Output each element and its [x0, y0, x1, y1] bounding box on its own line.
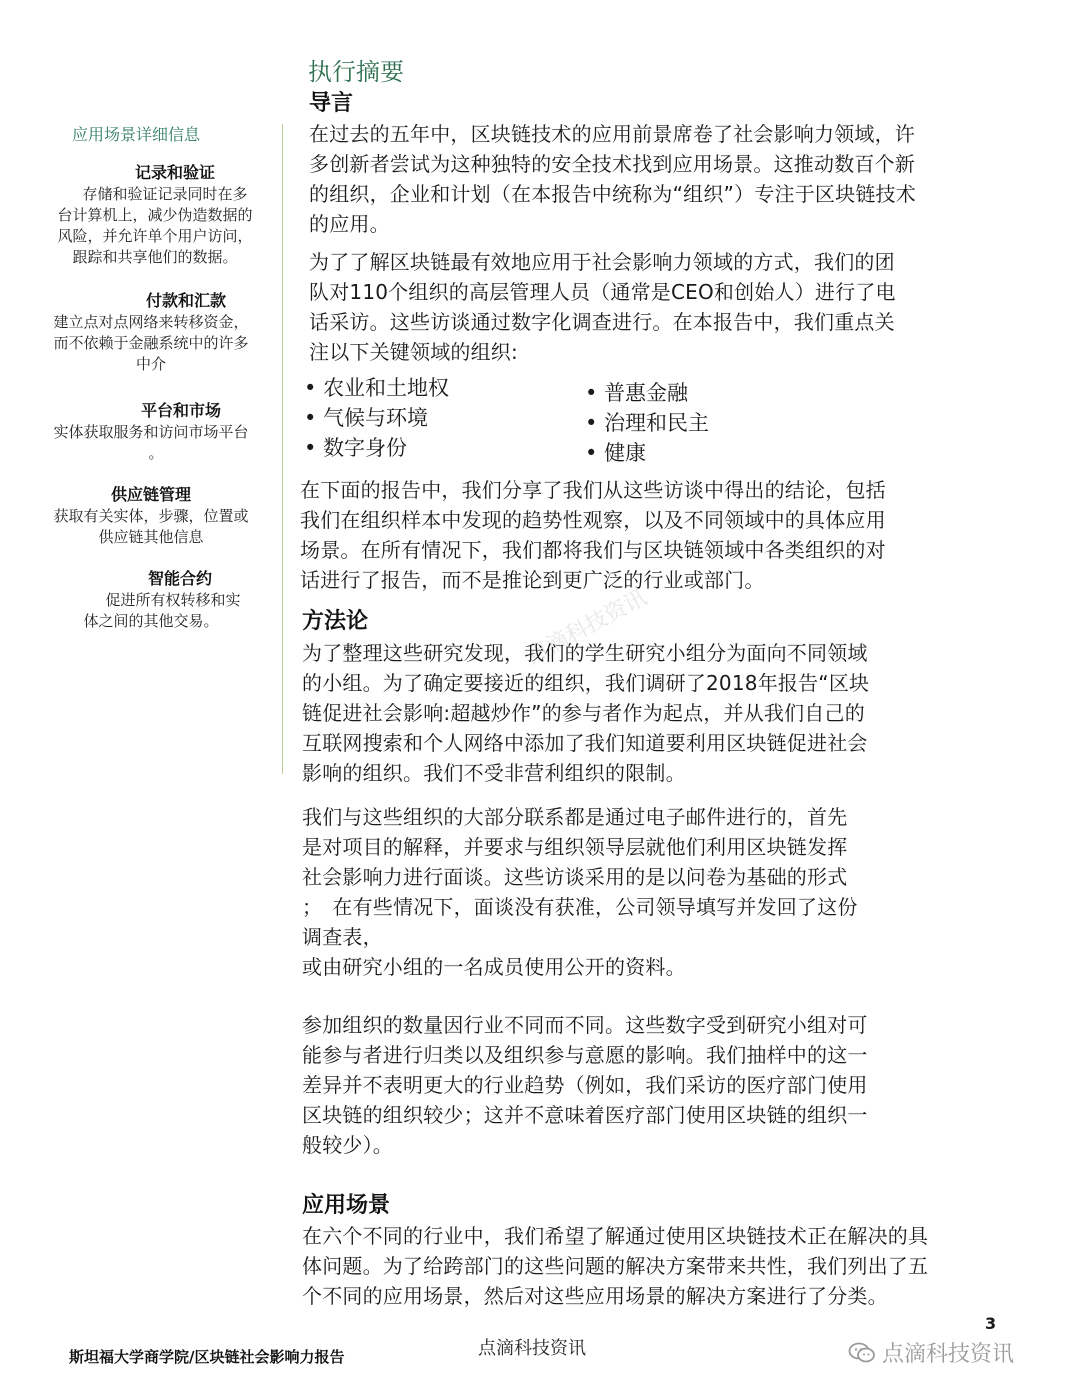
text-line: 是对项目的解释，并要求与组织领导层就他们利用区块链发挥 — [302, 835, 848, 859]
wechat-account-name: 点滴科技资讯 — [882, 1342, 1015, 1367]
text-line: 话进行了报告，而不是推论到更广泛的行业或部门。 — [300, 568, 765, 592]
intro-heading: 导言 — [309, 91, 354, 116]
text-line: 注以下关键领域的组织: — [309, 340, 518, 364]
text-line: 个不同的应用场景，然后对这些应用场景的解决方案进行了分类。 — [302, 1284, 888, 1308]
sidebar-item-heading: 记录和验证 — [134, 163, 215, 182]
list-item: • 农业和土地权 — [304, 373, 449, 403]
sidebar-item-line: 存储和验证记录同时在多 — [82, 185, 248, 203]
text-line: 为了了解区块链最有效地应用于社会影响力领域的方式，我们的团 — [309, 250, 895, 274]
text-line: 或由研究小组的一名成员使用公开的资料。 — [302, 955, 686, 979]
bullet-list-right — [585, 378, 709, 468]
use-cases-paragraph — [302, 1221, 1022, 1311]
text-line: 区块链的组织较少；这并不意味着医疗部门使用区块链的组织一 — [302, 1103, 868, 1127]
text-line: 参加组织的数量因行业不同而不同。这些数字受到研究小组对可 — [302, 1013, 868, 1037]
use-cases-heading: 应用场景 — [302, 1193, 391, 1218]
text-line: 的应用。 — [309, 212, 390, 236]
sidebar-item-line: 实体获取服务和访问市场平台 — [53, 423, 249, 441]
sidebar-item-heading: 平台和市场 — [140, 401, 221, 420]
sidebar-item-line: 中介 — [135, 355, 166, 373]
text-line: 我们在组织样本中发现的趋势性观察，以及不同领域中的具体应用 — [300, 508, 886, 532]
methodology-paragraph-3 — [302, 1010, 1022, 1160]
sidebar-item-line: 获取有关实体，步骤，位置或 — [53, 507, 249, 525]
text-line: 社会影响力进行面谈。这些访谈采用的是以问卷为基础的形式 — [302, 865, 848, 889]
sidebar-item-line: 建立点对点网络来转移资金， — [53, 313, 249, 331]
sidebar-title: 应用场景详细信息 — [72, 125, 201, 144]
sidebar-item-payments — [26, 288, 276, 375]
intro-paragraph-1 — [309, 119, 1029, 239]
sidebar-item-smart-contracts — [26, 566, 276, 632]
sidebar-item-heading: 智能合约 — [147, 569, 212, 588]
text-line: 互联网搜索和个人网络中添加了我们知道要利用区块链促进社会 — [302, 731, 868, 755]
sidebar-divider — [282, 124, 283, 774]
footer-source: 点滴科技资讯 — [478, 1338, 586, 1359]
methodology-heading: 方法论 — [302, 609, 369, 634]
text-line: 的小组。为了确定要接近的组织，我们调研了2018年报告“区块 — [302, 671, 870, 695]
wechat-watermark — [848, 1337, 1014, 1368]
sidebar-item-line: 体之间的其他交易。 — [83, 612, 219, 630]
sidebar-item-line: 促进所有权转移和实 — [105, 591, 241, 609]
sidebar-item-heading: 付款和汇款 — [145, 291, 226, 310]
sidebar-item-record — [36, 160, 274, 268]
watermark-text: 点滴科技资讯 — [522, 585, 652, 670]
text-line: 的组织，企业和计划（在本报告中统称为“组织”）专注于区块链技术 — [309, 182, 916, 206]
text-line: 话采访。这些访谈通过数字化调查进行。在本报告中，我们重点关 — [309, 310, 895, 334]
sidebar-item-platforms — [26, 398, 276, 464]
list-item: • 治理和民主 — [585, 408, 709, 438]
text-line: 影响的组织。我们不受非营利组织的限制。 — [302, 761, 686, 785]
text-line: 场景。在所有情况下，我们都将我们与区块链领域中各类组织的对 — [300, 538, 886, 562]
text-line: 在六个不同的行业中，我们希望了解通过使用区块链技术正在解决的具 — [302, 1224, 929, 1248]
wechat-icon — [848, 1342, 876, 1364]
sidebar-item-line: 。 — [148, 444, 164, 462]
sidebar-item-line: 台计算机上，减少伪造数据的 — [57, 206, 253, 224]
text-line: 在下面的报告中，我们分享了我们从这些访谈中得出的结论，包括 — [300, 478, 886, 502]
sidebar-item-line: 跟踪和共享他们的数据。 — [72, 248, 238, 266]
intro-paragraph-2 — [309, 247, 1029, 367]
text-line: 多创新者尝试为这种独特的安全技术找到应用场景。这推动数百个新 — [309, 152, 915, 176]
text-line: 体问题。为了给跨部门的这些问题的解决方案带来共性，我们列出了五 — [302, 1254, 929, 1278]
footer-report-title: 斯坦福大学商学院/区块链社会影响力报告 — [69, 1348, 345, 1366]
text-line: 队对110个组织的高层管理人员（通常是CEO和创始人）进行了电 — [309, 280, 896, 304]
text-line: 在过去的五年中，区块链技术的应用前景席卷了社会影响力领域，许 — [309, 122, 915, 146]
text-line: 为了整理这些研究发现，我们的学生研究小组分为面向不同领域 — [302, 641, 868, 665]
text-line: 般较少）。 — [302, 1133, 393, 1157]
text-line: 链促进社会影响:超越炒作”的参与者作为起点，并从我们自己的 — [302, 701, 865, 725]
intro-paragraph-3 — [300, 475, 1020, 595]
list-item: • 普惠金融 — [585, 378, 709, 408]
text-line: 我们与这些组织的大部分联系都是通过电子邮件进行的，首先 — [302, 805, 848, 829]
sidebar-item-line: 风险，并允许单个用户访问， — [57, 227, 253, 245]
page-title: 执行摘要 — [308, 58, 404, 86]
sidebar-item-supply-chain — [26, 482, 276, 548]
list-item: • 气候与环境 — [304, 403, 449, 433]
page-number: 3 — [985, 1314, 997, 1333]
list-item: • 数字身份 — [304, 433, 449, 463]
bullet-list-left — [304, 373, 449, 463]
methodology-paragraph-1 — [302, 638, 1022, 788]
sidebar-item-line: 供应链其他信息 — [98, 528, 204, 546]
sidebar-item-heading: 供应链管理 — [110, 485, 191, 504]
text-line: 调查表， — [302, 925, 383, 949]
text-line: 差异并不表明更大的行业趋势（例如，我们采访的医疗部门使用 — [302, 1073, 868, 1097]
text-line: 能参与者进行归类以及组织参与意愿的影响。我们抽样中的这一 — [302, 1043, 868, 1067]
text-line: ； 在有些情况下，面谈没有获准，公司领导填写并发回了这份 — [302, 895, 858, 919]
list-item: • 健康 — [585, 438, 709, 468]
methodology-paragraph-2 — [302, 802, 1022, 982]
sidebar-item-line: 而不依赖于金融系统中的许多 — [53, 334, 249, 352]
